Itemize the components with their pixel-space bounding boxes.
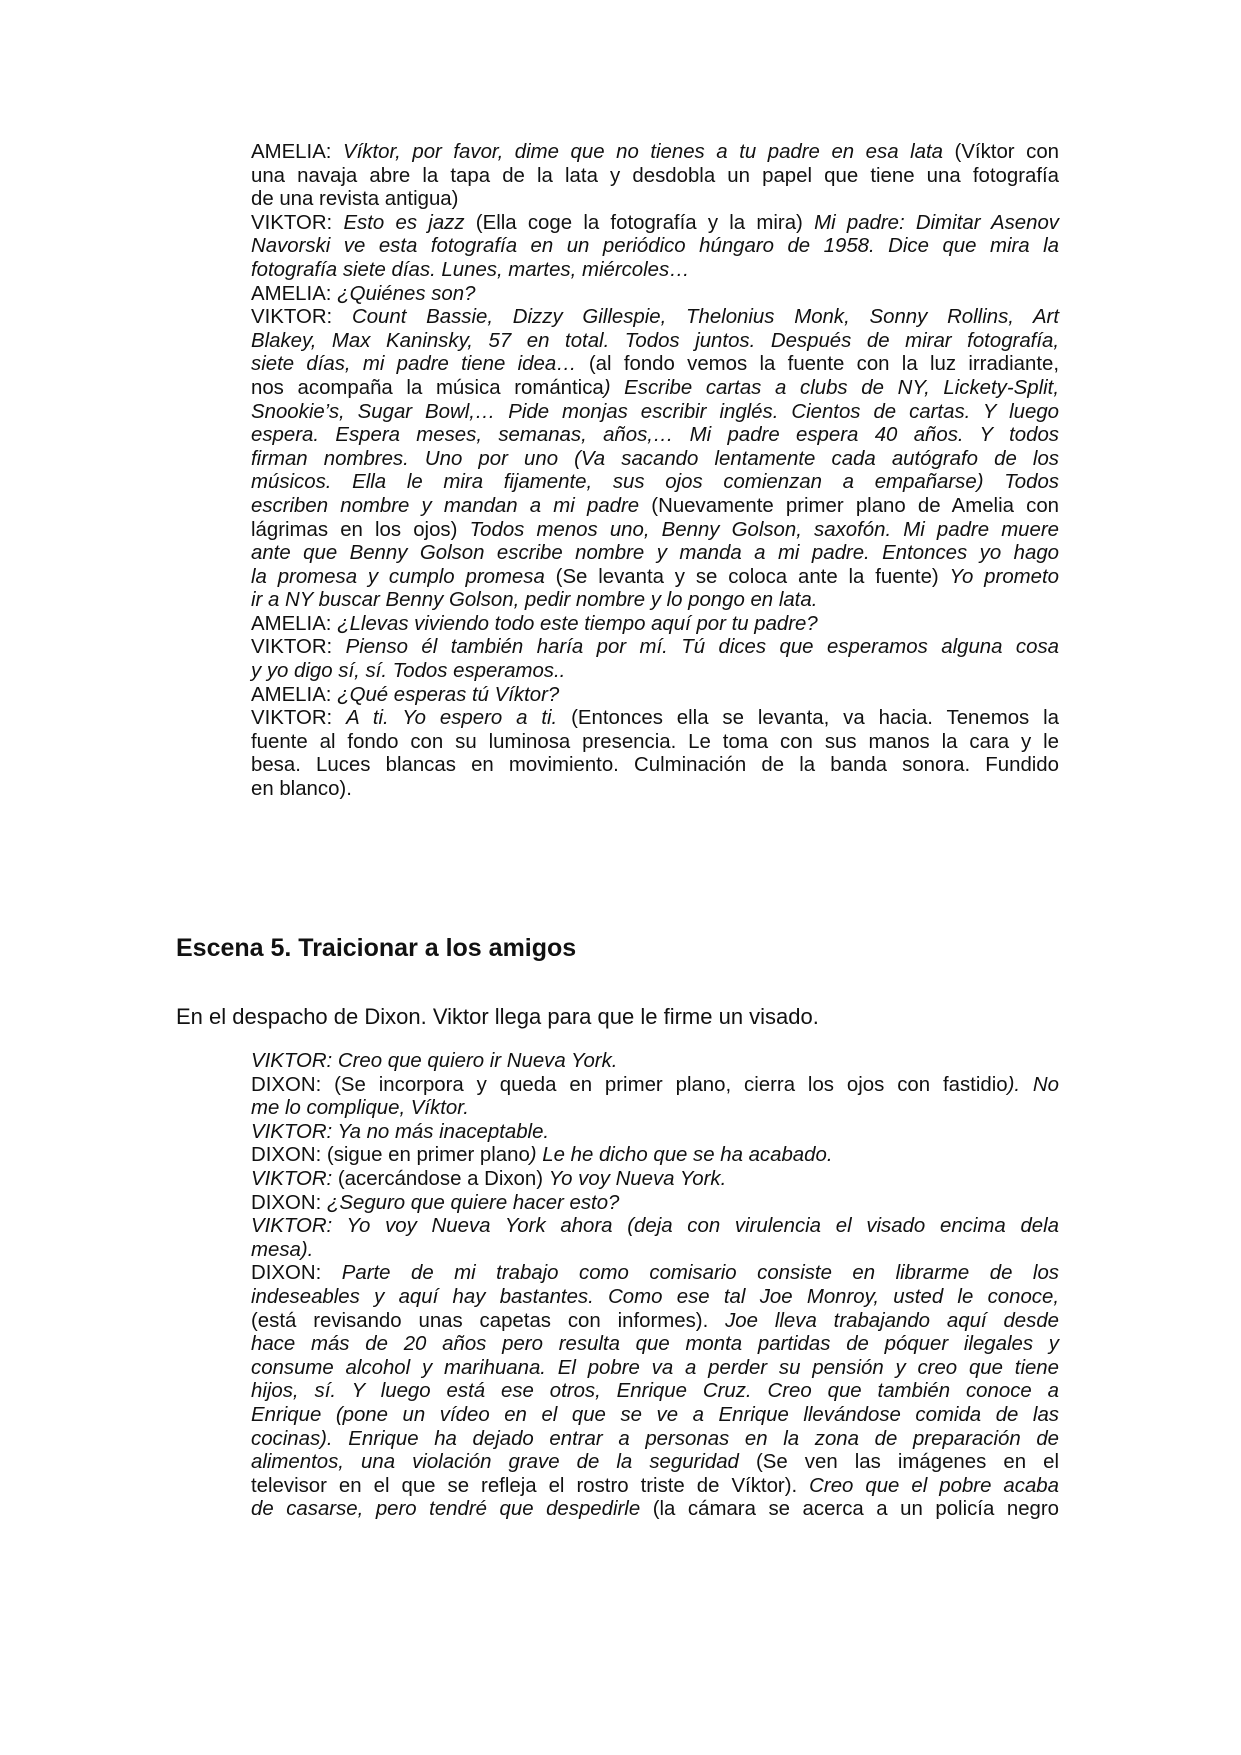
script-line: [251, 1451, 1059, 1475]
stage-direction-text: VIKTOR:: [251, 707, 347, 730]
stage-direction-text: (Ella coge la fotografía y la mira): [464, 211, 815, 234]
stage-direction-text: fuente al fondo con su luminosa presencia. Le toma con sus manos la cara y le: [251, 730, 1059, 753]
script-line: [251, 1310, 1059, 1334]
script-line: [251, 589, 1059, 613]
script-line: [251, 448, 1059, 472]
stage-direction-text: AMELIA:: [251, 141, 344, 163]
script-line: [251, 495, 1059, 519]
script-line: [251, 1475, 1059, 1499]
script-line: [251, 731, 1059, 755]
dialogue-text: A ti. Yo espero a ti.: [346, 707, 558, 730]
dialogue-text: mesa).: [251, 1238, 314, 1261]
stage-direction-text: besa. Luces blancas en movimiento. Culminación de la banda sonora. Fundido: [251, 754, 1059, 777]
dialogue-text: VIKTOR: Ya no más inaceptable.: [251, 1120, 550, 1143]
stage-direction-text: en blanco).: [251, 778, 352, 801]
script-line: [251, 1498, 1059, 1522]
script-line: [251, 377, 1059, 401]
dialogue-text: Esto es jazz: [343, 211, 465, 234]
scene-intro: En el despacho de Dixon. Viktor llega para que le firme un visado.: [176, 1004, 819, 1029]
script-line: [251, 1404, 1059, 1428]
dialogue-text: VIKTOR: Creo que quiero ir Nueva York.: [251, 1050, 618, 1072]
script-line: [251, 636, 1059, 660]
dialogue-text: ¿Qué esperas tú Víktor?: [337, 683, 560, 706]
dialogue-text: Mi padre: Dimitar Asenov: [814, 211, 1059, 234]
script-line: [251, 660, 1059, 684]
dialogue-text: ¿Seguro que quiere hacer esto?: [326, 1191, 620, 1214]
script-line: [251, 1144, 1059, 1168]
stage-direction-text: VIKTOR:: [251, 211, 344, 234]
script-line: [251, 1262, 1059, 1286]
script-line: [251, 401, 1059, 425]
stage-direction-text: (Nuevamente primer plano de Amelia con: [639, 494, 1060, 517]
dialogue-text: VIKTOR:: [251, 1167, 333, 1190]
script-line: [251, 707, 1059, 731]
dialogue-text: siete días, mi padre tiene idea…: [251, 353, 577, 376]
dialogue-text: ante que Benny Golson escribe nombre y manda a mi padre. Entonces yo hago: [251, 542, 1059, 565]
dialogue-text: Count Bassie, Dizzy Gillespie, Thelonius Monk, Sonny Rollins, Art: [351, 306, 1060, 329]
stage-direction-text: nos acompaña la música romántica: [251, 376, 604, 399]
script-line: [251, 330, 1059, 354]
dialogue-text: Creo que el pobre acaba: [809, 1474, 1059, 1497]
script-line: [251, 1097, 1059, 1121]
dialogue-text: Víktor, por favor, dime que no tienes a tu padre en esa lata: [343, 141, 943, 163]
stage-direction-text: televisor en el que se refleja el rostro triste de Víktor).: [251, 1474, 810, 1497]
dialogue-text: me lo complique, Víktor.: [251, 1097, 469, 1120]
stage-direction-text: una navaja abre la tapa de la lata y desdobla un papel que tiene una fotografía: [251, 164, 1059, 187]
script-line: [251, 353, 1059, 377]
dialogue-text: y yo digo sí, sí. Todos esperamos..: [251, 660, 566, 683]
stage-direction-text: (Se levanta y se coloca ante la fuente): [544, 565, 950, 588]
stage-direction-text: DIXON:: [251, 1262, 342, 1285]
dialogue-text: Parte de mi trabajo como comisario consiste en librarme de los: [341, 1262, 1059, 1285]
script-line: [251, 1380, 1059, 1404]
script-line: [251, 754, 1059, 778]
stage-direction-text: (está revisando unas capetas con informes).: [251, 1309, 726, 1332]
dialogue-text: consume alcohol y marihuana. El pobre va a perder su pensión y creo que tiene: [251, 1356, 1059, 1379]
dialogue-text: Joe lleva trabajando aquí desde: [725, 1309, 1059, 1332]
stage-direction-text: AMELIA:: [251, 282, 338, 305]
dialogue-text: Blakey, Max Kaninsky, 57 en total. Todos juntos. Después de mirar fotografía,: [251, 329, 1059, 352]
stage-direction-text: DIXON:: [251, 1191, 327, 1214]
scene-heading: Escena 5. Traicionar a los amigos: [176, 934, 577, 962]
dialogue-text: Enrique (pone un vídeo en el que se ve a Enrique llevándose comida de las: [251, 1403, 1059, 1426]
script-line: [251, 424, 1059, 448]
script-line: [251, 566, 1059, 590]
dialogue-text: espera. Espera meses, semanas, años,… Mi padre espera 40 años. Y todos: [251, 424, 1059, 447]
stage-direction-text: (Víktor con: [942, 141, 1060, 163]
script-line: [251, 1286, 1059, 1310]
script-line: [251, 1239, 1059, 1263]
dialogue-text: Yo prometo: [949, 565, 1059, 588]
stage-direction-text: (Se ven las imágenes en el: [738, 1451, 1059, 1474]
dialogue-text: indeseables y aquí hay bastantes. Como ese tal Joe Monroy, usted le conoce,: [251, 1285, 1059, 1308]
stage-direction-text: AMELIA:: [251, 683, 338, 706]
script-line: [251, 1357, 1059, 1381]
dialogue-text: hijos, sí. Y luego está ese otros, Enrique Cruz. Creo que también conoce a: [251, 1380, 1059, 1403]
stage-direction-text: VIKTOR:: [251, 636, 346, 659]
dialogue-text: hace más de 20 años pero resulta que monta partidas de póquer ilegales y: [251, 1333, 1059, 1356]
stage-direction-text: AMELIA:: [251, 612, 338, 635]
script-line: [251, 1192, 1059, 1216]
dialogue-text: ¿Quiénes son?: [337, 282, 476, 305]
script-line: [251, 542, 1059, 566]
stage-direction-text: (la cámara se acerca a un policía negro: [640, 1498, 1060, 1521]
dialogue-text: ) Escribe cartas a clubs de NY, Lickety-Split,: [603, 376, 1059, 399]
dialogue-block-scene-4: [251, 141, 1059, 802]
script-line: [251, 684, 1059, 708]
dialogue-text: Pienso él también haría por mí. Tú dices que esperamos alguna cosa: [345, 636, 1059, 659]
script-line: [251, 259, 1059, 283]
dialogue-text: ) Le he dicho que se ha acabado.: [529, 1144, 833, 1167]
dialogue-text: de casarse, pero tendré que despedirle: [251, 1498, 641, 1521]
script-line: [251, 188, 1059, 212]
dialogue-text: Todos menos uno, Benny Golson, saxofón. Mi padre muere: [469, 518, 1059, 541]
dialogue-text: Yo voy Nueva York.: [548, 1167, 727, 1190]
dialogue-block-scene-5: [251, 1050, 1059, 1522]
script-line: [251, 1333, 1059, 1357]
script-line: [251, 235, 1059, 259]
stage-direction-text: DIXON: (Se incorpora y queda en primer plano, cierra los ojos con fastidio: [251, 1073, 1008, 1096]
dialogue-text: VIKTOR: Yo voy Nueva York ahora (deja con virulencia el visado encima dela: [251, 1215, 1059, 1238]
dialogue-text: músicos. Ella le mira fijamente, sus ojos comienzan a empañarse) Todos: [251, 471, 1059, 494]
dialogue-text: la promesa y cumplo promesa: [251, 565, 545, 588]
script-line: [251, 283, 1059, 307]
script-line: [251, 212, 1059, 236]
script-line: [251, 1121, 1059, 1145]
script-line: [251, 1168, 1059, 1192]
dialogue-text: ¿Llevas viviendo todo este tiempo aquí por tu padre?: [337, 612, 818, 635]
dialogue-text: fotografía siete días. Lunes, martes, miércoles…: [251, 258, 690, 281]
script-line: [251, 1050, 1059, 1074]
dialogue-text: firman nombres. Uno por uno (Va sacando lentamente cada autógrafo de los: [251, 447, 1059, 470]
dialogue-text: ). No: [1007, 1073, 1059, 1096]
dialogue-text: cocinas). Enrique ha dejado entrar a personas en la zona de preparación de: [251, 1427, 1059, 1450]
stage-direction-text: (Entonces ella se levanta, va hacia. Tenemos la: [557, 707, 1059, 730]
script-line: [251, 778, 1059, 802]
stage-direction-text: VIKTOR:: [251, 306, 352, 329]
script-line: [251, 165, 1059, 189]
stage-direction-text: de una revista antigua): [251, 188, 459, 211]
dialogue-text: escriben nombre y mandan a mi padre: [251, 494, 640, 517]
dialogue-text: alimentos, una violación grave de la seguridad: [251, 1451, 739, 1474]
script-line: [251, 613, 1059, 637]
dialogue-text: Navorski ve esta fotografía en un periódico húngaro de 1958. Dice que mira la: [251, 235, 1059, 258]
script-line: [251, 1074, 1059, 1098]
script-line: [251, 306, 1059, 330]
stage-direction-text: (acercándose a Dixon): [332, 1167, 549, 1190]
script-line: [251, 141, 1059, 165]
script-line: [251, 471, 1059, 495]
script-line: [251, 1428, 1059, 1452]
dialogue-text: ir a NY buscar Benny Golson, pedir nombre y lo pongo en lata.: [251, 589, 818, 612]
stage-direction-text: (al fondo vemos la fuente con la luz irradiante,: [576, 353, 1060, 376]
dialogue-text: Snookie’s, Sugar Bowl,… Pide monjas escribir inglés. Cientos de cartas. Y luego: [251, 400, 1059, 423]
script-line: [251, 519, 1059, 543]
stage-direction-text: DIXON: (sigue en primer plano: [251, 1144, 530, 1167]
script-line: [251, 1215, 1059, 1239]
stage-direction-text: lágrimas en los ojos): [251, 518, 470, 541]
